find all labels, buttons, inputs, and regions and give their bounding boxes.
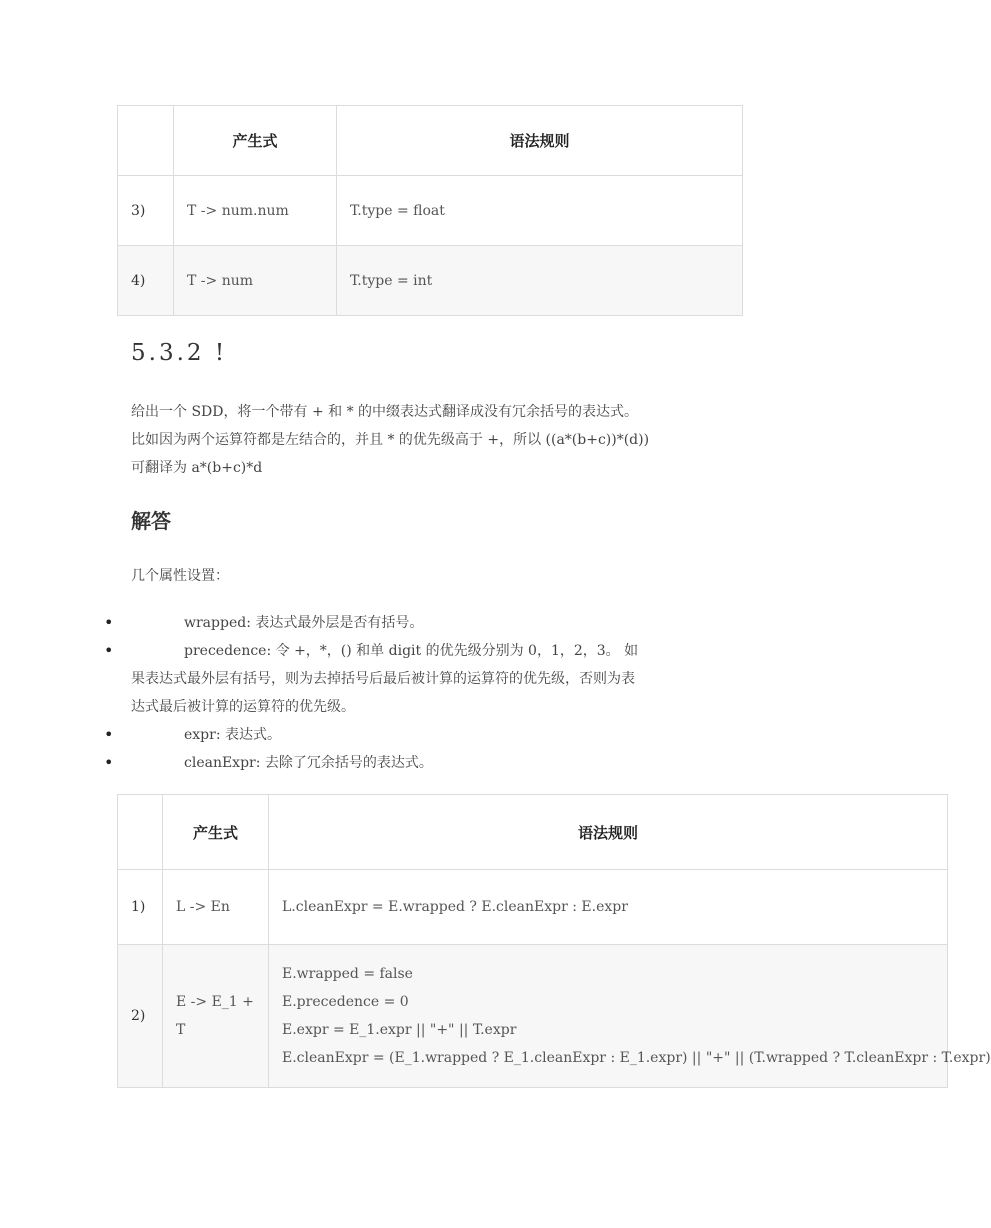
row-num: 3) <box>118 176 174 246</box>
list-item-text: wrapped: 表达式最外层是否有括号。 <box>184 615 424 631</box>
list-item <box>104 721 751 749</box>
header-rule: 语法规则 <box>269 795 948 870</box>
sdd-table-type <box>117 105 743 316</box>
list-item <box>104 749 751 777</box>
table-header-row <box>118 795 948 870</box>
list-item-text: 达式最后被计算的运算符的优先级。 <box>131 699 355 715</box>
rule-line: E.wrapped = false <box>282 966 413 982</box>
sdd-table-clean-expr <box>117 794 991 1088</box>
list-item-text: precedence: 令 +，*，() 和单 digit 的优先级分别为 0，1，2，3。 如 <box>184 643 639 659</box>
row-rule: T.type = float <box>337 176 743 246</box>
header-production: 产生式 <box>163 795 269 870</box>
description-line: 给出一个 SDD，将一个带有 + 和 * 的中缀表达式翻译成没有冗余括号的表达式。 <box>131 404 639 420</box>
problem-description <box>131 398 751 482</box>
table-row <box>118 945 948 1088</box>
bullet-icon: • <box>104 725 114 744</box>
row-production <box>163 945 269 1088</box>
row-rule: T.type = int <box>337 246 743 316</box>
attribute-list <box>104 609 751 777</box>
table-row <box>118 870 948 945</box>
bullet-icon: • <box>104 753 114 772</box>
header-production: 产生式 <box>174 106 337 176</box>
rule-line: E.cleanExpr = (E_1.wrapped ? E_1.cleanExpr : E_1.expr) || "+" || (T.wrapped ? T.cleanExpr : T.expr) <box>282 1050 991 1066</box>
production-line: T <box>176 1022 186 1038</box>
row-rule <box>269 945 991 1088</box>
row-num: 1) <box>118 870 163 945</box>
list-item-text: expr: 表达式。 <box>184 727 282 743</box>
row-production: T -> num.num <box>174 176 337 246</box>
header-num <box>118 795 163 870</box>
production-line: E -> E_1 + <box>176 994 254 1010</box>
row-production: L -> En <box>163 870 269 945</box>
header-num <box>118 106 174 176</box>
row-production: T -> num <box>174 246 337 316</box>
bullet-icon: • <box>104 613 114 632</box>
list-item <box>104 609 751 637</box>
list-item-text: 果表达式最外层有括号，则为去掉括号后最后被计算的运算符的优先级，否则为表 <box>131 671 635 687</box>
description-line: 可翻译为 a*(b+c)*d <box>131 460 263 476</box>
header-rule: 语法规则 <box>337 106 743 176</box>
rule-line: E.expr = E_1.expr || "+" || T.expr <box>282 1022 517 1038</box>
list-item <box>104 637 751 721</box>
table-header-row <box>118 106 743 176</box>
attributes-intro: 几个属性设置： <box>131 568 229 584</box>
table-row <box>118 176 743 246</box>
row-num: 2) <box>118 945 163 1088</box>
answer-heading: 解答 <box>131 509 171 533</box>
list-item-text: cleanExpr: 去除了冗余括号的表达式。 <box>184 755 433 771</box>
section-title: 5.3.2 ! <box>131 340 228 366</box>
row-rule: L.cleanExpr = E.wrapped ? E.cleanExpr : E.expr <box>269 870 948 945</box>
row-num: 4) <box>118 246 174 316</box>
description-line: 比如因为两个运算符都是左结合的，并且 * 的优先级高于 +，所以 ((a*(b+c))*(d)) <box>131 432 650 448</box>
rule-line: E.precedence = 0 <box>282 994 409 1010</box>
bullet-icon: • <box>104 641 114 660</box>
table-row <box>118 246 743 316</box>
